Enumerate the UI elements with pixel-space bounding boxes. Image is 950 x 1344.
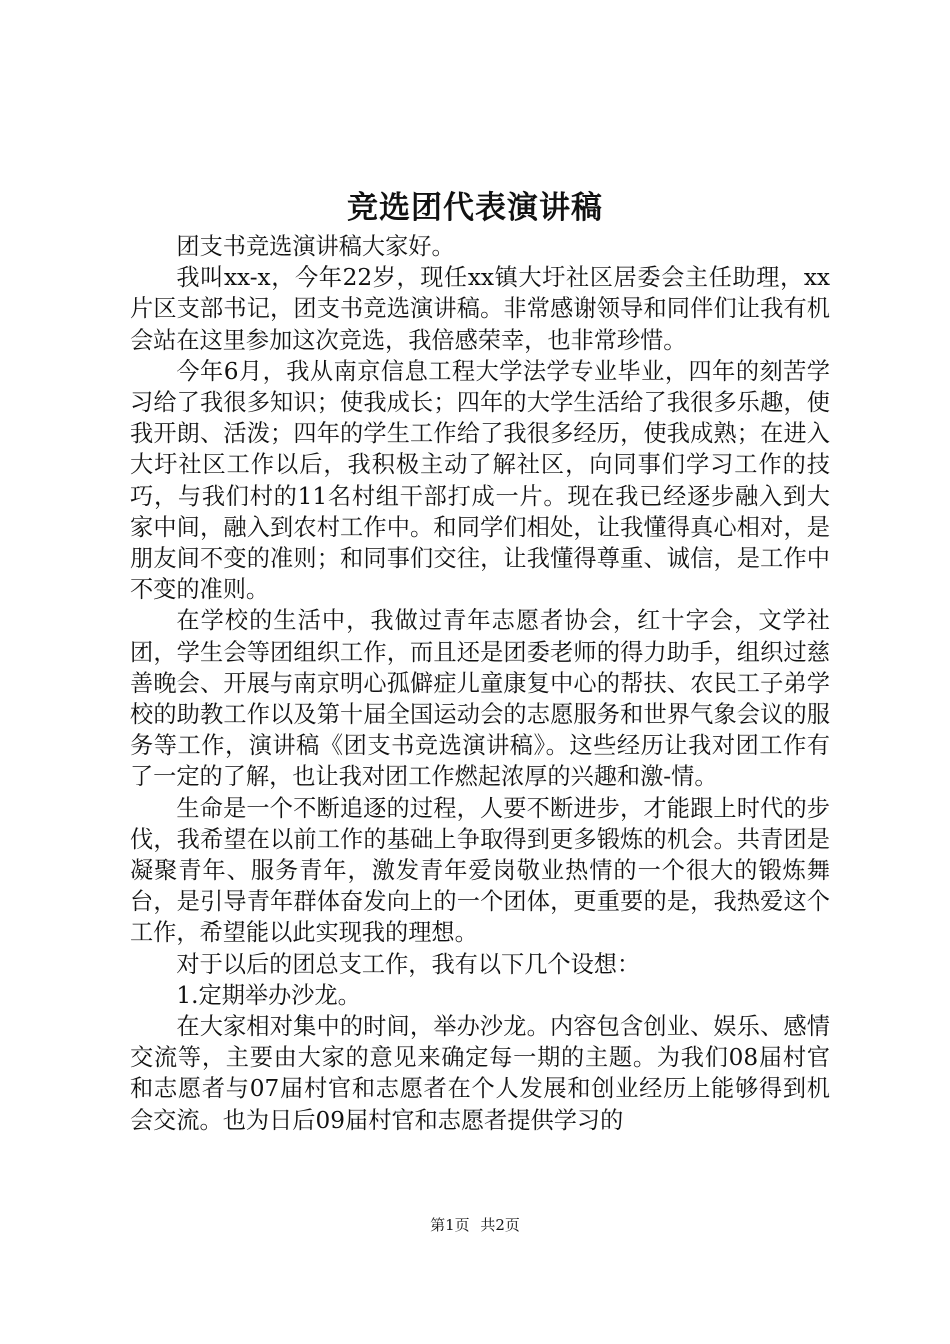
page-total: 共2页 [480,1216,520,1234]
paragraph-motivation: 生命是一个不断追逐的过程，人要不断进步，才能跟上时代的步伐，我希望在以前工作的基础上争取得到更多锻炼的机会。共青团是凝聚青年、服务青年，激发青年爱岗敬业热情的一个很大的锻炼舞台，是引导青年群体奋发向上的一个团体，更重要的是，我热爱这个工作，希望能以此实现我的理想。 [130,794,830,947]
paragraph-experience: 在学校的生活中，我做过青年志愿者协会，红十字会，文学社团，学生会等团组织工作，而且还是团委老师的得力助手，组织过慈善晚会、开展与南京明心孤僻症儿童康复中心的帮扶、农民工子弟学校的助教工作以及第十届全国运动会的志愿服务和世界气象会议的服务等工作，演讲稿《团支书竞选演讲稿》。这些经历让我对团工作有了一定的了解，也让我对团工作燃起浓厚的兴趣和激-情。 [130,607,830,791]
paragraph-plan-heading: 1.定期举办沙龙。 [176,981,361,1009]
paragraph-plans-intro: 对于以后的团总支工作，我有以下几个设想： [176,950,641,978]
paragraph-education: 今年6月，我从南京信息工程大学法学专业毕业，四年的刻苦学习给了我很多知识；使我成长；四年的大学生活给了我很多乐趣，使我开朗、活泼；四年的学生工作给了我很多经历，使我成熟；在进入大圩社区工作以后，我积极主动了解社区，向同事们学习工作的技巧，与我们村的11名村组干部打成一片。现在我已经逐步融入到大家中间，融入到农村工作中。和同学们相处，让我懂得真心相对，是朋友间不变的准则；和同事们交往，让我懂得尊重、诚信，是工作中不变的准则。 [130,357,830,604]
paragraph-introduction: 我叫xx-x，今年22岁，现任xx镇大圩社区居委会主任助理，xx片区支部书记，团支书竞选演讲稿。非常感谢领导和同伴们让我有机会站在这里参加这次竞选，我倍感荣幸，也非常珍惜。 [130,264,830,354]
document-title: 竞选团代表演讲稿 [347,190,603,226]
paragraph-plan-detail: 在大家相对集中的时间，举办沙龙。内容包含创业、娱乐、感情交流等，主要由大家的意见来确定每一期的主题。为我们08届村官和志愿者与07届村官和志愿者在个人发展和创业经历上能够得到机会交流。也为日后09届村官和志愿者提供学习的 [130,1013,830,1134]
document-body [130,231,830,1136]
paragraph-greeting: 团支书竞选演讲稿大家好。 [176,233,455,260]
page-footer [0,1215,950,1235]
page-number: 第1页 [430,1216,470,1234]
